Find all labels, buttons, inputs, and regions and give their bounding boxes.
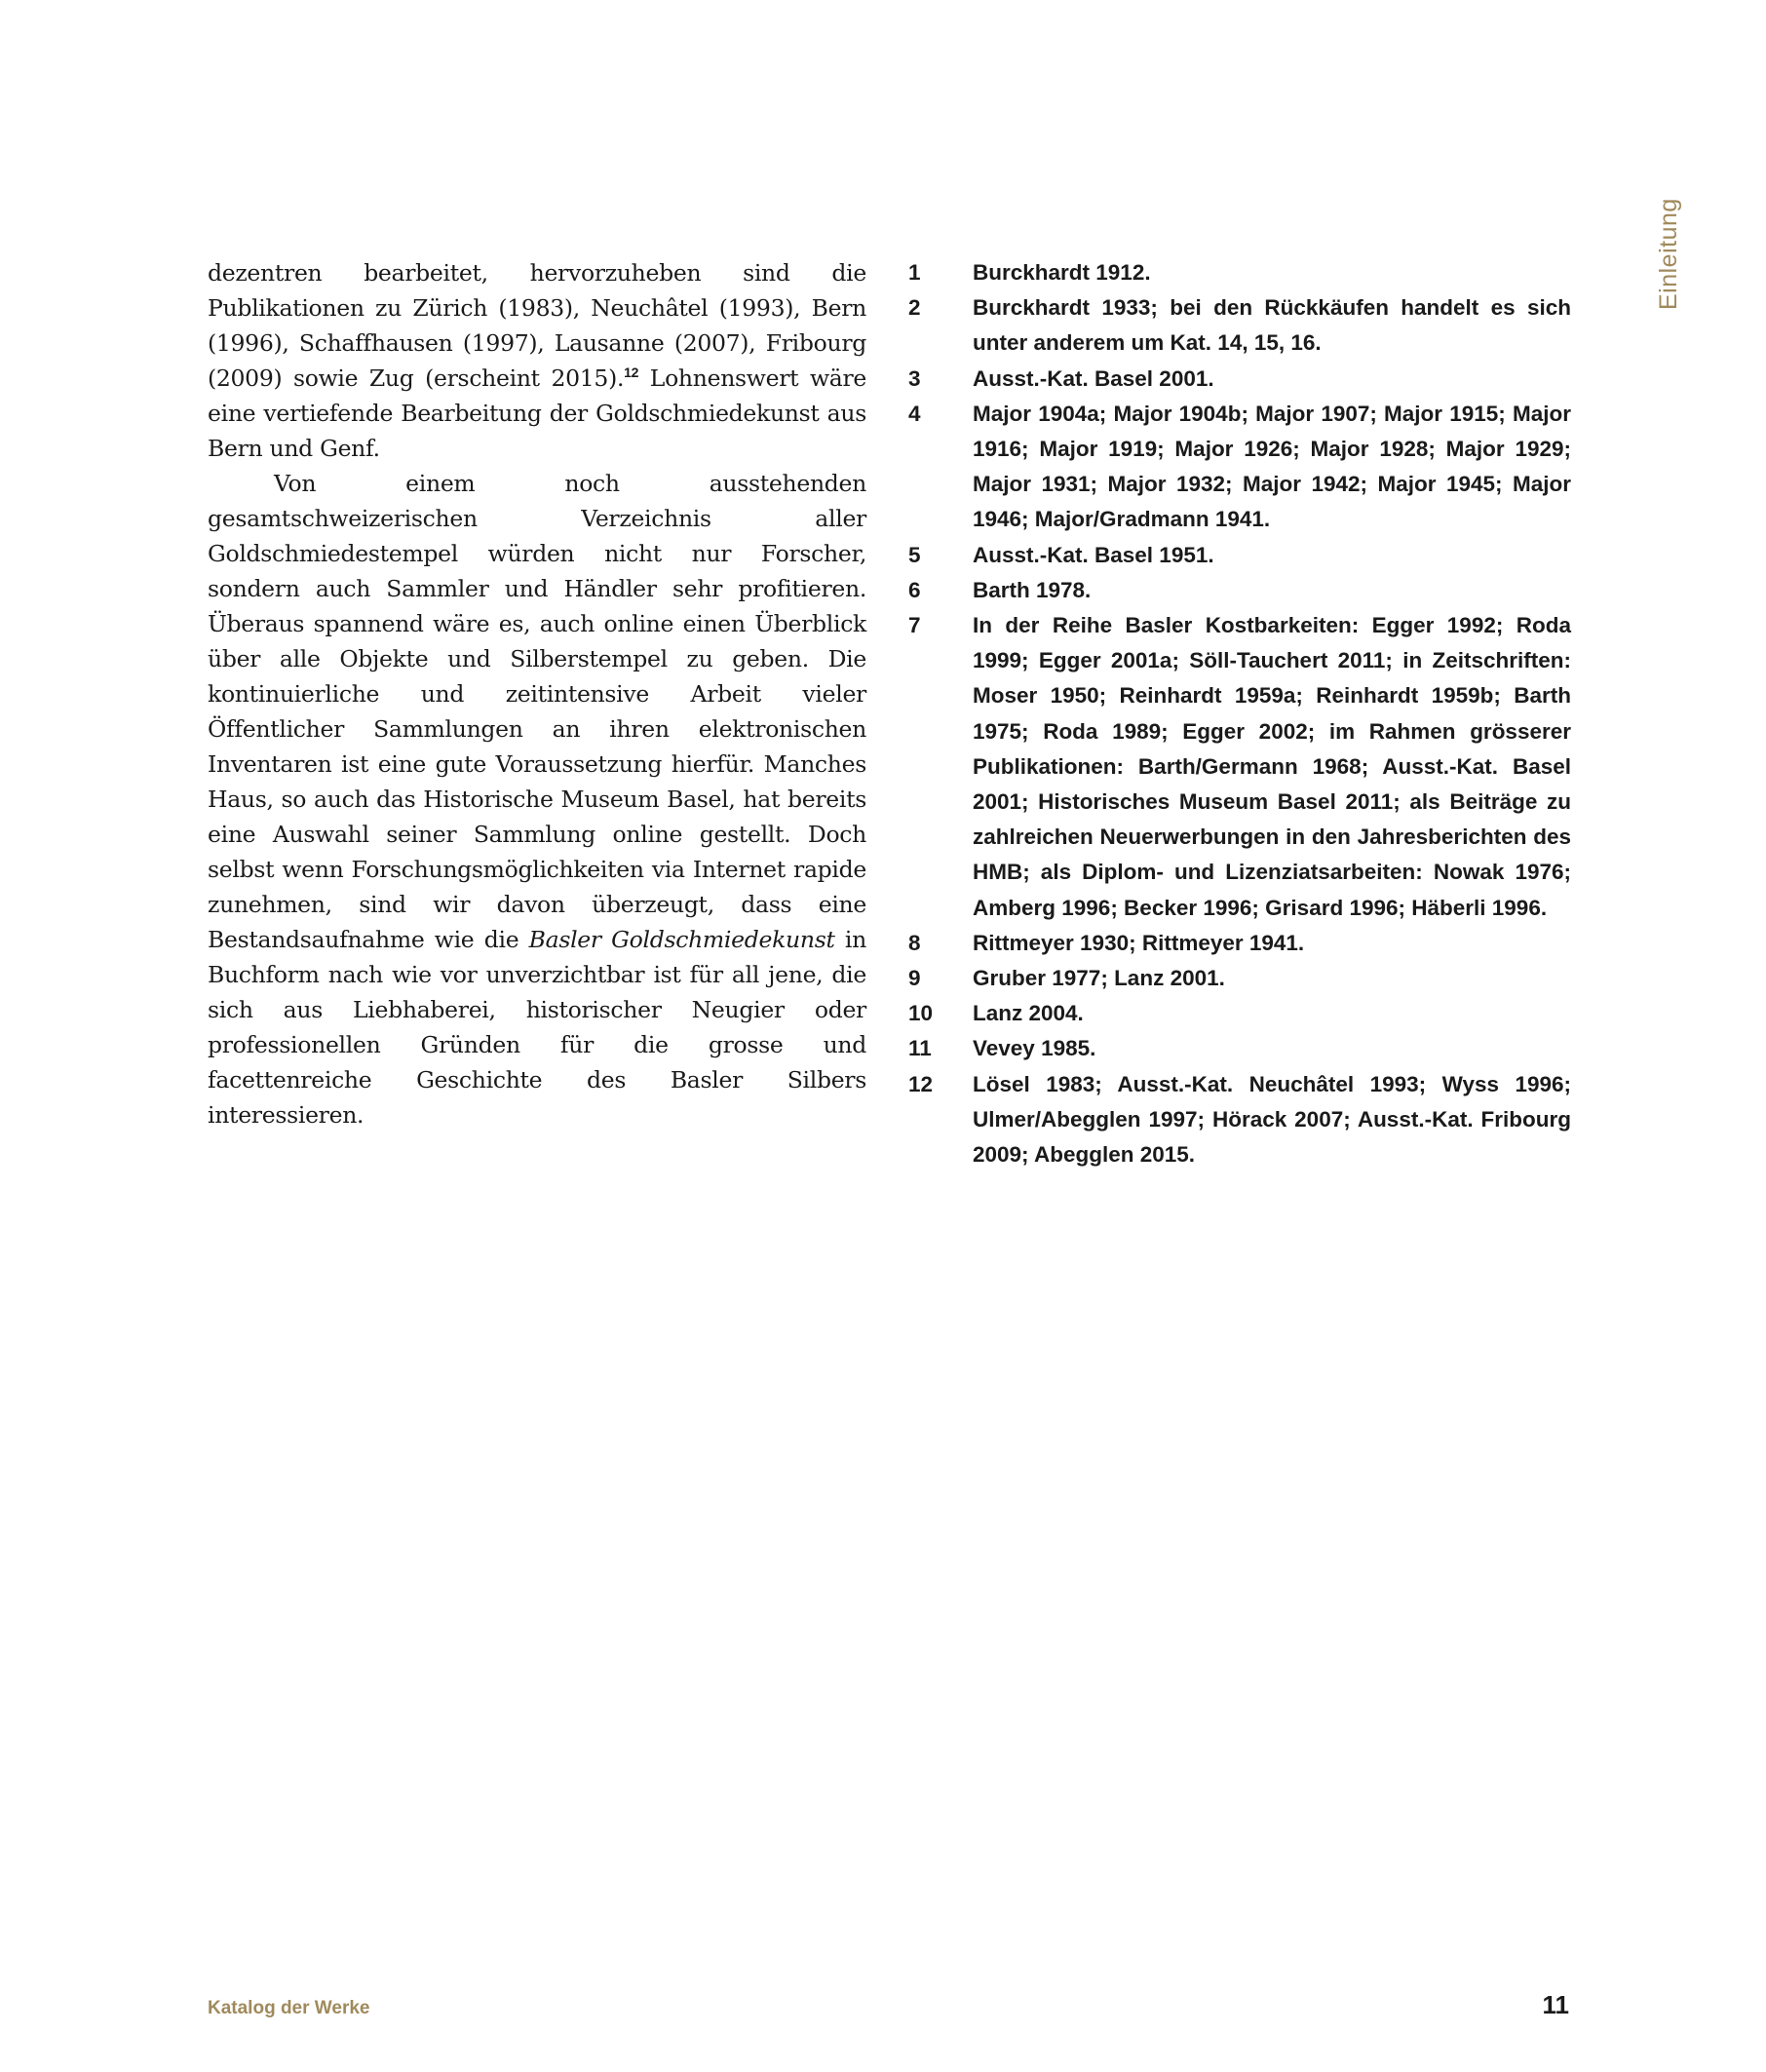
endnote [908,255,1571,290]
body-paragraph: dezentren bearbeitet, hervorzuheben sind die Publikationen zu Zürich (1983), Neuchâtel (1993), Bern (1996), Schaffhausen (1997), Lausanne (2007), Fribourg (2009) sowie Zug (erscheint 2015).$^{12}$ Lohnenswert wäre eine vertiefende Bearbeitung der Goldschmiedekunst aus Bern und Genf. [208,259,867,462]
endnote [908,538,1571,573]
page-number: 11 [1542,1990,1569,2019]
endnote [908,996,1571,1031]
endnote-text: Rittmeyer 1930; Rittmeyer 1941. [973,930,1305,955]
endnote-number: 8 [908,930,921,955]
body-paragraph: Von einem noch ausstehenden gesamtschweizerischen Verzeichnis aller Goldschmiedestempel würden nicht nur Forscher, sondern auch Sammler und Händler sehr profitieren. Überaus spannend wäre es, auch online einen Überblick über alle Objekte und Silberstempel zu geben. Die kontinuierliche und zeitintensive Arbeit vieler Öffentlicher Sammlungen an ihren elektronischen Inventaren ist eine gute Voraussetzung hierfür. Manches Haus, so auch das Historische Museum Basel, hat bereits eine Auswahl seiner Sammlung online gestellt. Doch selbst wenn Forschungsmöglichkeiten via Internet rapide zunehmen, sind wir davon überzeugt, dass eine Bestandsaufnahme wie die Basler Goldschmiedekunst in Buchform nach wie vor unverzichtbar ist für all jene, die sich aus Liebhaberei, historischer Neugier oder professionellen Gründen für die grosse und facettenreiche Geschichte des Basler Silbers interessieren. [208,470,866,1129]
endnote [908,961,1571,996]
endnote-text: Lösel 1983; Ausst.-Kat. Neuchâtel 1993; Wyss 1996; Ulmer/Abegglen 1997; Hörack 2007; Ausst.-Kat. Fribourg 2009; Abegglen 2015. [973,1071,1571,1168]
endnote-number: 2 [908,295,921,321]
body-text-column [208,255,866,1132]
footer-book-title: Katalog der Werke [208,1998,370,2018]
running-head [1655,193,1686,310]
endnotes-column [908,255,1571,1172]
endnote-number: 12 [908,1071,934,1096]
endnote [908,397,1571,538]
endnote-text: Vevey 1985. [973,1036,1096,1061]
endnote-number: 5 [908,542,921,567]
endnote-text: Ausst.-Kat. Basel 2001. [973,365,1214,391]
endnote-text: Barth 1978. [973,577,1092,602]
endnote-number: 3 [908,365,921,391]
running-head-label: Einleitung [1655,198,1682,310]
endnote-number: 10 [908,1001,934,1026]
endnote-text: Gruber 1977; Lanz 2001. [973,966,1225,991]
endnote-text: In der Reihe Basler Kostbarkeiten: Egger 1992; Roda 1999; Egger 2001a; Söll-Tauchert 2011; in Zeitschriften: Moser 1950; Reinhardt 1959a; Reinhardt 1959b; Barth 1975; Roda 1989; Egger 2002; im Rahmen grösserer Publikationen: Barth/Germann 1968; Ausst.-Kat. Basel 2001; Historisches Museum Basel 2011; als Beiträge zu zahlreichen Neuerwerbungen in den Jahresberichten des HMB; als Diplom- und Lizenziatsarbeiten: Nowak 1976; Amberg 1996; Becker 1996; Grisard 1996; Häberli 1996. [973,613,1571,920]
endnote-text: Major 1904a; Major 1904b; Major 1907; Major 1915; Major 1916; Major 1919; Major 1926; Major 1928; Major 1929; Major 1931; Major 1932; Major 1942; Major 1945; Major 1946; Major/Gradmann 1941. [973,401,1571,532]
endnote [908,290,1571,361]
endnote-text: Burckhardt 1933; bei den Rückkäufen handelt es sich unter anderem um Kat. 14, 15, 16. [973,295,1571,356]
book-title-italic: Basler Goldschmiedekunst [528,926,835,953]
endnote [908,926,1571,961]
endnote [908,362,1571,397]
endnote [908,573,1571,608]
endnote-text: Burckhardt 1912. [973,260,1151,285]
endnote [908,608,1571,926]
endnote-text: Lanz 2004. [973,1001,1084,1026]
endnote-text: Ausst.-Kat. Basel 1951. [973,542,1214,567]
endnote [908,1067,1571,1173]
endnote-number: 11 [908,1036,932,1061]
endnote-number: 9 [908,966,921,991]
endnote-number: 7 [908,613,921,638]
endnote-number: 6 [908,577,921,602]
endnote [908,1031,1571,1066]
footnote-reference: 12 [624,365,639,381]
endnote-number: 1 [908,260,921,285]
endnote-number: 4 [908,401,921,426]
